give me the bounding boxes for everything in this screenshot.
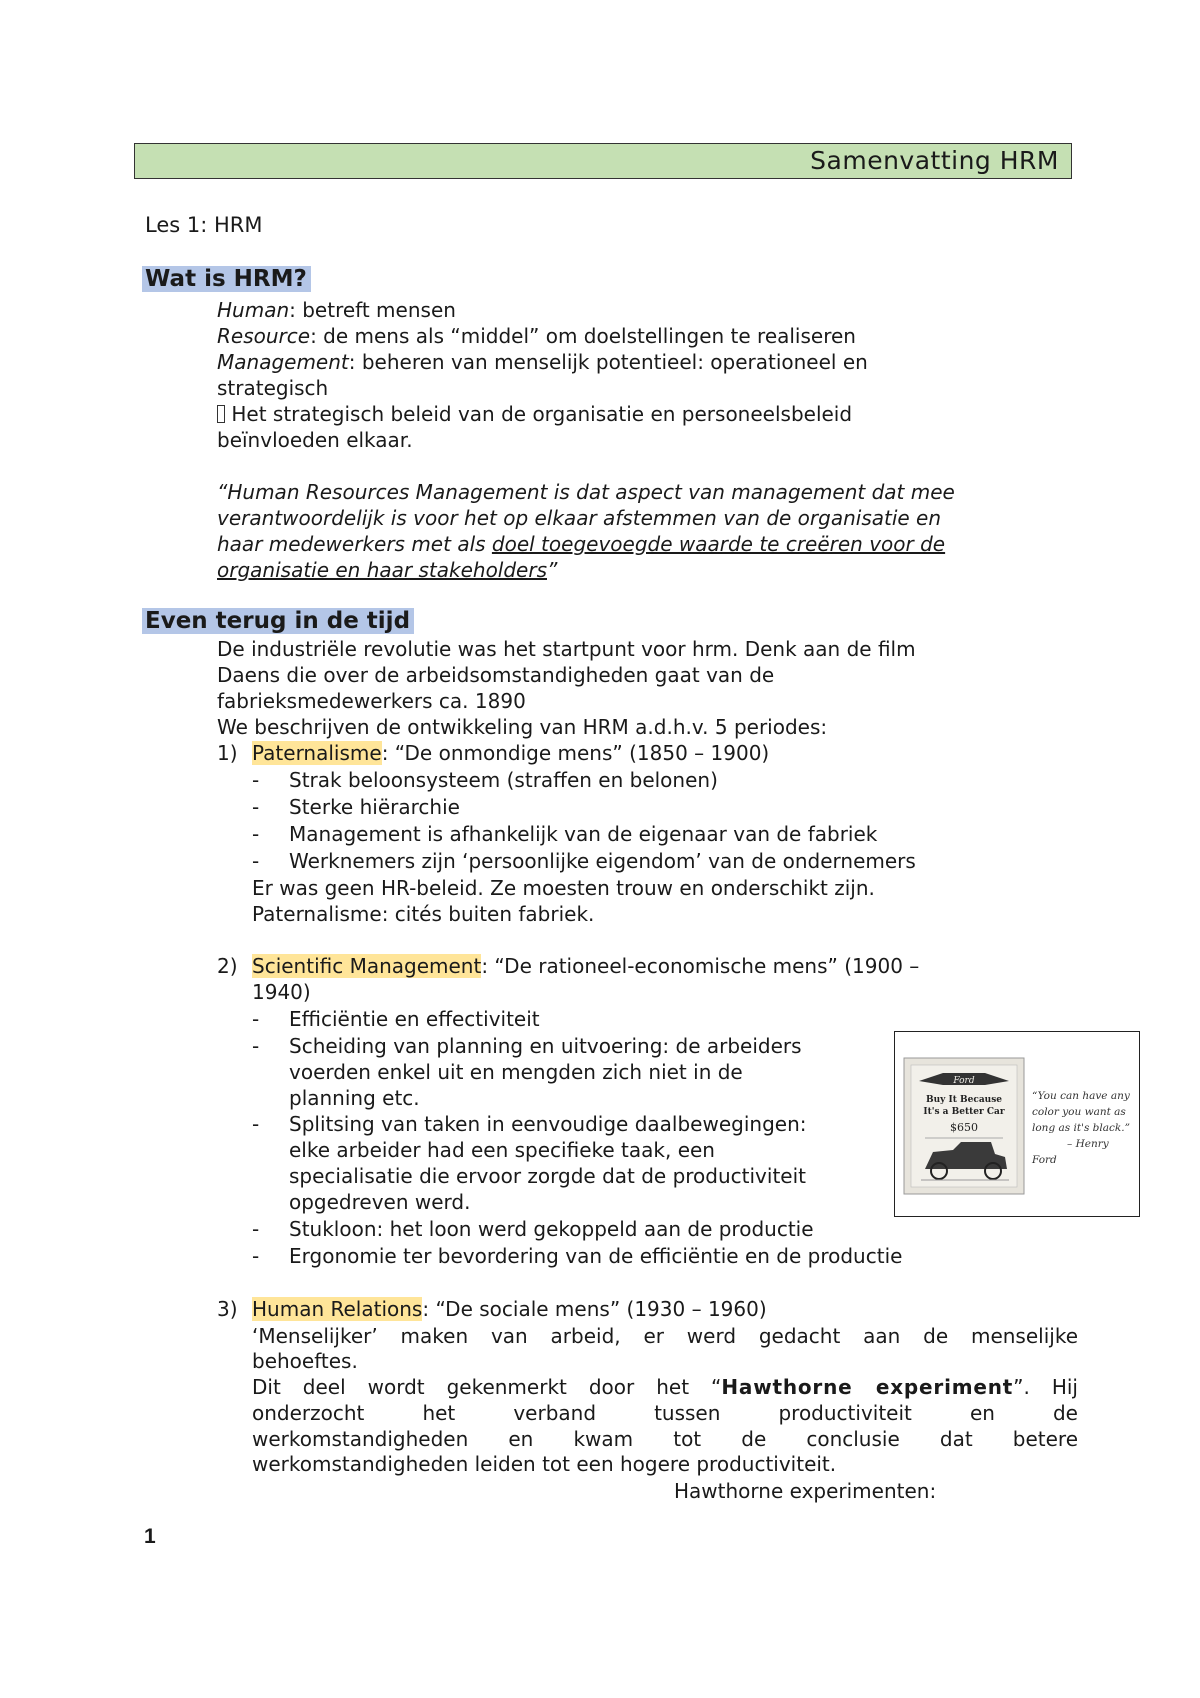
ford-quote-line: “You can have any: [1032, 1090, 1130, 1102]
bullet-item: Strak beloonsysteem (straffen en belonen): [289, 768, 718, 792]
definition-text: : de mens als “middel” om doelstellingen te realiseren: [310, 324, 856, 348]
period-title: [252, 740, 769, 766]
bullet-dash: -: [252, 795, 260, 819]
ford-quote-line: color you want as: [1032, 1106, 1126, 1118]
section-even-terug: [142, 608, 414, 634]
quote-underlined: organisatie en haar stakeholders: [217, 558, 547, 582]
definition-management: [217, 349, 868, 375]
bullet-item: Ergonomie ter bevordering van de efficiëntie en de productie: [289, 1244, 903, 1268]
quote-text: ”: [547, 558, 558, 582]
section-wat-is-hrm: [142, 266, 311, 292]
bullet-dash: -: [252, 1244, 260, 1268]
definition-human: [217, 297, 456, 323]
paragraph-line: werkomstandigheden en kwam tot de conclusie dat betere: [252, 1427, 1078, 1451]
period-description: : “De sociale mens” (1930 – 1960): [422, 1297, 767, 1321]
period-note: Er was geen HR-beleid. Ze moesten trouw en onderschikt zijn.: [252, 876, 875, 900]
quote-underlined: doel toegevoegde waarde te creëren voor de: [491, 532, 946, 556]
term: Human: [217, 298, 290, 322]
bullet-item-cont: specialisatie die ervoor zorgde dat de productiviteit: [289, 1164, 806, 1188]
arrow-text: Het strategisch beleid van de organisatie en personeelsbeleid: [225, 402, 853, 426]
period-title-cont: 1940): [252, 980, 311, 1004]
bullet-item: Efficiëntie en effectiviteit: [289, 1007, 540, 1031]
bullet-item: Stukloon: het loon werd gekoppeld aan de productie: [289, 1217, 814, 1241]
bullet-dash: -: [252, 1217, 260, 1241]
definition-management-cont: strategisch: [217, 376, 329, 400]
quote-line: “Human Resources Management is dat aspect van management dat mee: [217, 480, 955, 504]
ad-brand: Ford: [953, 1076, 975, 1086]
paragraph-line: onderzocht het verband tussen productiviteit en de: [252, 1401, 1078, 1425]
quote-line: [217, 557, 557, 583]
paragraph-line: behoeftes.: [252, 1349, 358, 1373]
period-note: Paternalisme: cités buiten fabriek.: [252, 902, 595, 926]
bullet-item: Scheiding van planning en uitvoering: de arbeiders: [289, 1034, 802, 1058]
arrow-line: [217, 401, 852, 427]
ad-headline: Buy It Because: [926, 1095, 1002, 1105]
ford-ad-illustration: [895, 1032, 1138, 1215]
period-term: Scientific Management: [252, 954, 482, 978]
term: Resource: [217, 324, 311, 348]
bullet-item: Splitsing van taken in eenvoudige daalbewegingen:: [289, 1112, 807, 1136]
intro-line: fabrieksmedewerkers ca. 1890: [217, 689, 526, 713]
paragraph-text: ”. Hij: [1013, 1375, 1078, 1399]
period-title: [252, 1296, 767, 1322]
ford-quote-line: long as it's black.”: [1032, 1122, 1130, 1134]
period-term: Human Relations: [252, 1297, 423, 1321]
bullet-dash: -: [252, 1007, 260, 1031]
bullet-dash: -: [252, 822, 260, 846]
paragraph-line: werkomstandigheden leiden tot een hogere productiviteit.: [252, 1452, 837, 1476]
hawthorne-bold: Hawthorne experiment: [721, 1375, 1014, 1399]
lesson-title: Les 1: HRM: [145, 213, 263, 237]
period-number: 3): [217, 1297, 238, 1321]
bullet-dash: -: [252, 1112, 260, 1136]
definition-text: : betreft mensen: [289, 298, 456, 322]
intro-line: We beschrijven de ontwikkeling van HRM a.d.h.v. 5 periodes:: [217, 715, 828, 739]
intro-line: De industriële revolutie was het startpunt voor hrm. Denk aan de film: [217, 637, 916, 661]
period-number: 2): [217, 954, 238, 978]
period-description: : “De rationeel-economische mens” (1900 –: [481, 954, 920, 978]
title-banner: [134, 143, 1072, 179]
quote-line: verantwoordelijk is voor het op elkaar afstemmen van de organisatie en: [217, 506, 942, 530]
bullet-item-cont: voerden enkel uit en mengden zich niet in de: [289, 1060, 743, 1084]
period-title: [252, 953, 919, 979]
ad-price: $650: [950, 1121, 978, 1134]
section-heading: Wat is HRM?: [142, 266, 311, 292]
bullet-dash: -: [252, 1034, 260, 1058]
ford-ad-image: [894, 1031, 1140, 1217]
page-number: 1: [144, 1525, 156, 1548]
ford-attribution: Ford: [1032, 1154, 1057, 1166]
quote-text: haar medewerkers met als: [217, 532, 492, 556]
period-number: 1): [217, 741, 238, 765]
arrow-line-cont: beïnvloeden elkaar.: [217, 428, 413, 452]
bullet-item-cont: planning etc.: [289, 1086, 420, 1110]
document-title: Samenvatting HRM: [810, 146, 1059, 175]
quote-line: [217, 531, 945, 557]
intro-line: Daens die over de arbeidsomstandigheden gaat van de: [217, 663, 775, 687]
bullet-item: Management is afhankelijk van de eigenaar van de fabriek: [289, 822, 878, 846]
paragraph-line: [252, 1374, 1078, 1400]
bullet-item: Werknemers zijn ‘persoonlijke eigendom’ van de ondernemers: [289, 849, 916, 873]
arrow-icon: [217, 405, 225, 423]
bullet-dash: -: [252, 768, 260, 792]
period-term: Paternalisme: [252, 741, 382, 765]
definition-resource: [217, 323, 856, 349]
paragraph-line: ‘Menselijker’ maken van arbeid, er werd gedacht aan de menselijke: [252, 1324, 1078, 1348]
bullet-dash: -: [252, 849, 260, 873]
bullet-item: Sterke hiërarchie: [289, 795, 460, 819]
experiments-label: Hawthorne experimenten:: [674, 1479, 937, 1503]
bullet-item-cont: opgedreven werd.: [289, 1190, 471, 1214]
definition-text: : beheren van menselijk potentieel: operationeel en: [348, 350, 868, 374]
term: Management: [217, 350, 349, 374]
period-description: : “De onmondige mens” (1850 – 1900): [381, 741, 770, 765]
section-heading: Even terug in de tijd: [142, 608, 414, 634]
paragraph-text: Dit deel wordt gekenmerkt door het “: [252, 1375, 722, 1399]
ad-headline: It's a Better Car: [923, 1107, 1005, 1117]
bullet-item-cont: elke arbeider had een specifieke taak, een: [289, 1138, 715, 1162]
ford-attribution: – Henry: [1067, 1138, 1109, 1150]
